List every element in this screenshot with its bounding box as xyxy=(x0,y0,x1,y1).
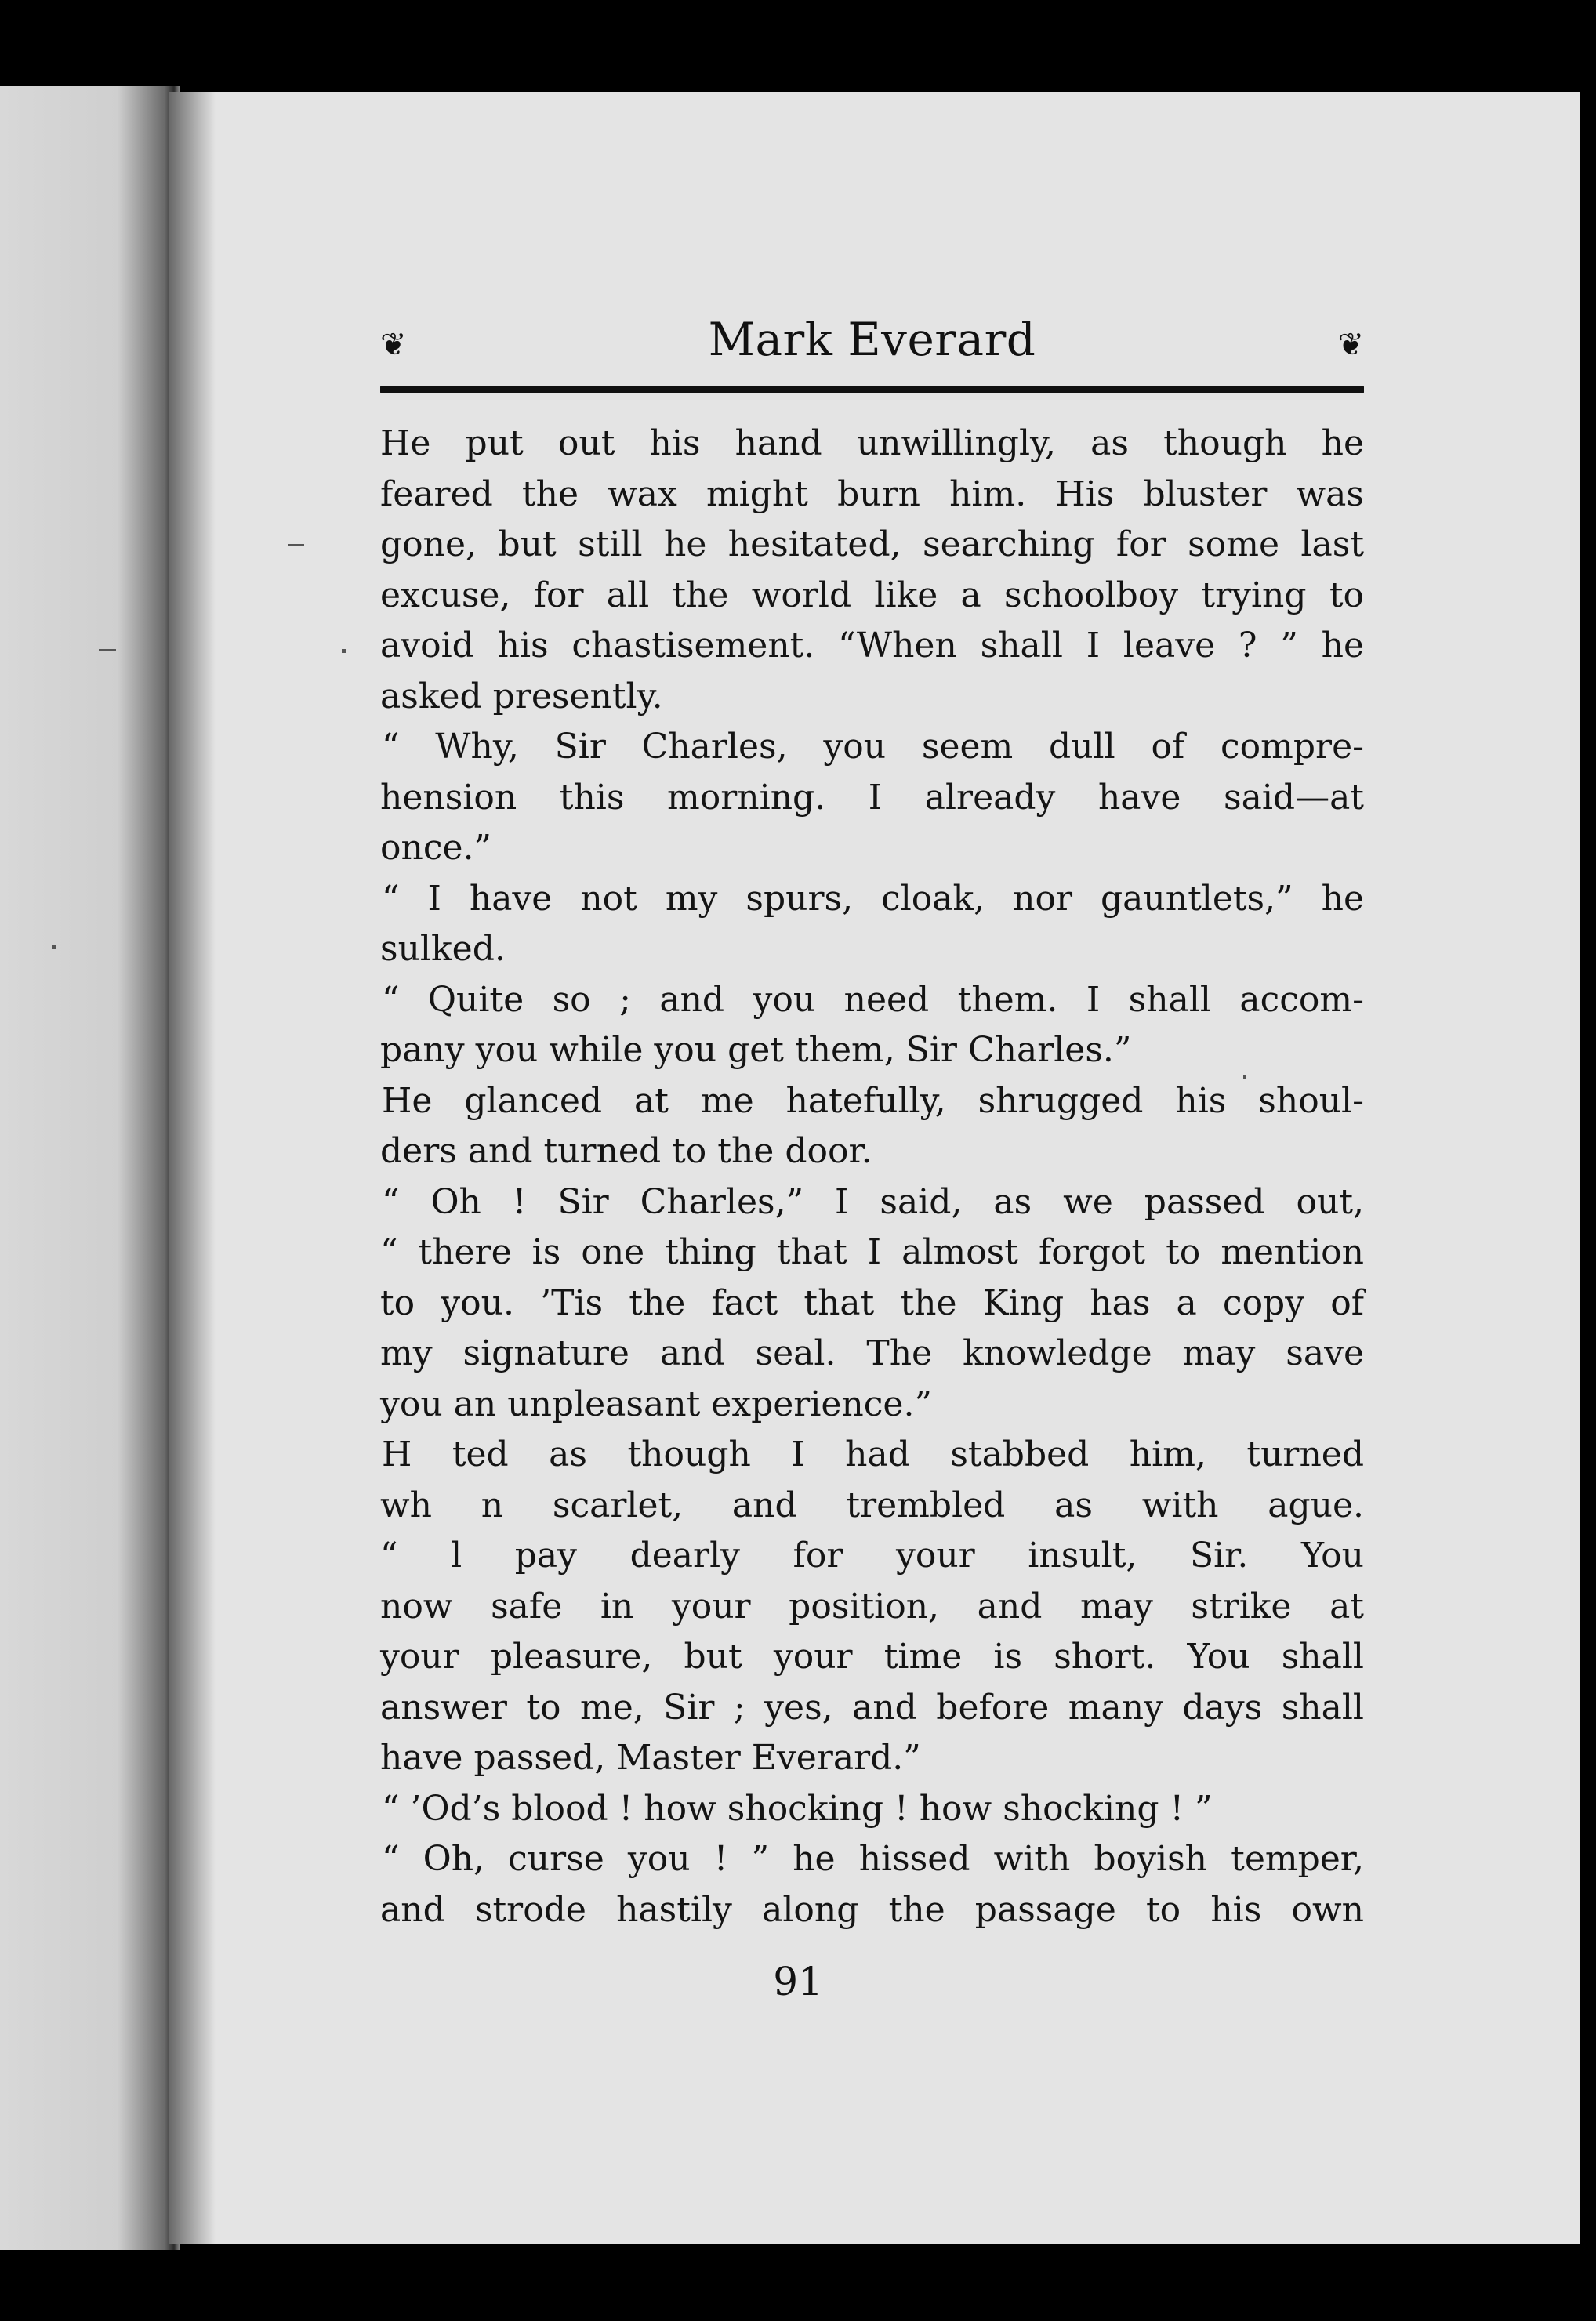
text-line: my signature and seal. The knowledge may save xyxy=(380,1333,1364,1373)
text-line: feared the wax might burn him. His bluster was xyxy=(380,473,1364,514)
text-line: you an unpleasant experience.” xyxy=(380,1384,932,1424)
leaf-ornament-icon: ❦ xyxy=(380,327,407,363)
margin-speck xyxy=(99,649,116,651)
text-line: once.” xyxy=(380,828,491,868)
text-line: answer to me, Sir ; yes, and before many days shall xyxy=(380,1687,1364,1728)
text-line: “ I have not my spurs, cloak, nor gauntlets,” he xyxy=(382,878,1364,919)
text-line: to you. ’Tis the fact that the King has a copy of xyxy=(380,1282,1364,1323)
text-line: “ Oh ! Sir Charles,” I said, as we passed out, xyxy=(382,1181,1364,1222)
text-line: have passed, Master Everard.” xyxy=(380,1738,921,1778)
text-line: and strode hastily along the passage to his own xyxy=(380,1889,1364,1930)
header-rule xyxy=(380,386,1364,393)
running-header xyxy=(380,312,1364,383)
text-line: H ted as though I had stabbed him, turned xyxy=(382,1434,1364,1474)
text-line: excuse, for all the world like a schoolboy trying to xyxy=(380,575,1364,615)
text-line: “ Oh, curse you ! ” he hissed with boyish temper, xyxy=(382,1839,1364,1879)
leaf-ornament-icon: ❦ xyxy=(1337,327,1364,363)
text-line: “ Quite so ; and you need them. I shall accom- xyxy=(382,979,1364,1020)
gutter-shadow xyxy=(169,92,216,2244)
body-text xyxy=(380,419,1364,1935)
text-line: hension this morning. I already have said—at xyxy=(380,777,1364,818)
facing-page-edge xyxy=(0,86,180,2250)
margin-speck xyxy=(52,945,56,949)
text-line: He glanced at me hatefully, shrugged his shoul- xyxy=(382,1080,1364,1121)
text-line: ders and turned to the door. xyxy=(380,1131,872,1171)
text-line: “ l pay dearly for your insult, Sir. You xyxy=(380,1536,1364,1576)
text-line: your pleasure, but your time is short. You shall xyxy=(380,1637,1364,1677)
page-number: 91 xyxy=(773,1959,823,2004)
text-line: “ ’Od’s blood ! how shocking ! how shocking ! ” xyxy=(382,1788,1213,1829)
text-line: now safe in your position, and may strike at xyxy=(380,1586,1364,1627)
text-line: wh n scarlet, and trembled as with ague. xyxy=(380,1485,1364,1525)
text-line: avoid his chastisement. “When shall I leave ? ” he xyxy=(380,626,1364,665)
margin-speck xyxy=(288,544,304,546)
text-line: gone, but still he hesitated, searching for some last xyxy=(380,524,1364,564)
text-line: asked presently. xyxy=(380,676,663,716)
text-line: He put out his hand unwillingly, as though he xyxy=(380,423,1364,463)
text-line: “ Why, Sir Charles, you seem dull of compre- xyxy=(382,727,1364,767)
text-line: pany you while you get them, Sir Charles.” xyxy=(380,1030,1132,1070)
margin-speck xyxy=(342,649,346,653)
running-title: Mark Everard xyxy=(708,313,1036,366)
text-line: sulked. xyxy=(380,929,506,969)
text-line: “ there is one thing that I almost forgot to mention xyxy=(380,1232,1364,1272)
